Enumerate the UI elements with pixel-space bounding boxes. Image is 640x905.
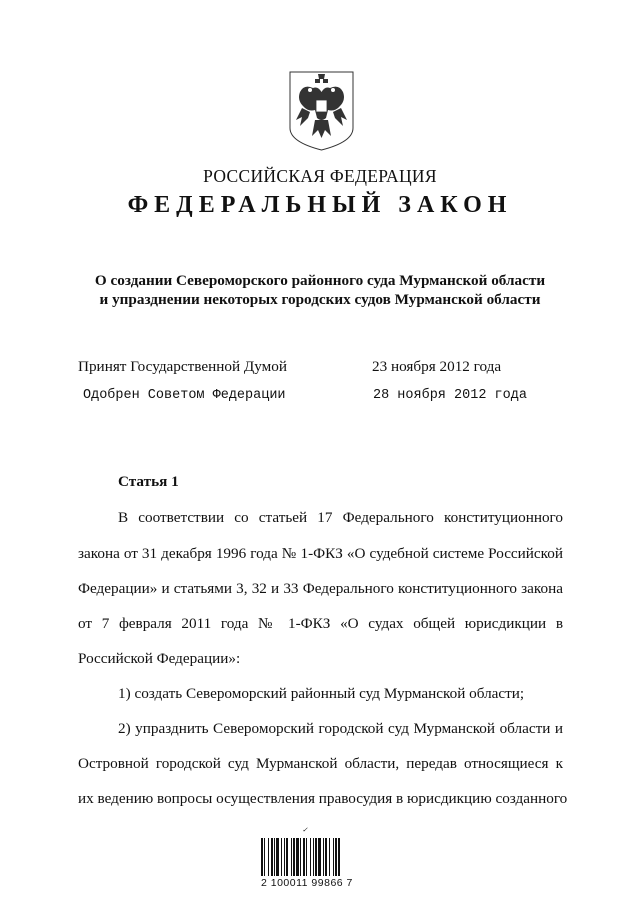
- article-text-line: от 7 февраля 2011 года № 1-ФКЗ «О судах общей юрисдикции в: [78, 615, 563, 632]
- law-title-line: О создании Североморского районного суда Мурманской области: [94, 272, 546, 289]
- list-item-1: 1) создать Североморский районный суд Мурманской области;: [118, 685, 525, 702]
- handwritten-mark: ✓: [302, 826, 308, 834]
- law-title-line: и упразднении некоторых городских судов Мурманской области: [99, 290, 541, 308]
- approved-by-council-date: 28 ноября 2012 года: [373, 388, 527, 403]
- barcode-number: 2 100011 99866 7: [261, 877, 353, 889]
- document-type-heading: ФЕДЕРАЛЬНЫЙ ЗАКОН: [127, 192, 513, 218]
- country-heading: РОССИЙСКАЯ ФЕДЕРАЦИЯ: [203, 166, 437, 186]
- article-text-line: Российской Федерации»:: [78, 650, 241, 667]
- coat-of-arms-emblem-icon: [288, 70, 355, 152]
- barcode-icon: [261, 838, 367, 876]
- article-text-line: закона от 31 декабря 1996 года № 1-ФКЗ «О судебной системе Российской: [78, 545, 563, 562]
- law-title: [0, 272, 640, 309]
- list-item-2: 2) упразднить Североморский городской суд Мурманской области и: [118, 720, 563, 737]
- article-text-line: их ведению вопросы осуществления правосудия в юрисдикцию созданного: [78, 790, 568, 807]
- article-text-line: В соответствии со статьей 17 Федерального конституционного: [118, 509, 563, 526]
- approved-by-council-label: Одобрен Советом Федерации: [83, 388, 286, 403]
- article-text-line: Федерации» и статьями 3, 32 и 33 Федерального конституционного закона: [78, 580, 563, 597]
- article-heading: Статья 1: [118, 473, 179, 490]
- article-text-line: Островной городской суд Мурманской области, передав относящиеся к: [78, 755, 563, 772]
- adopted-by-duma-label: Принят Государственной Думой: [78, 358, 287, 375]
- adopted-by-duma-date: 23 ноября 2012 года: [372, 358, 502, 375]
